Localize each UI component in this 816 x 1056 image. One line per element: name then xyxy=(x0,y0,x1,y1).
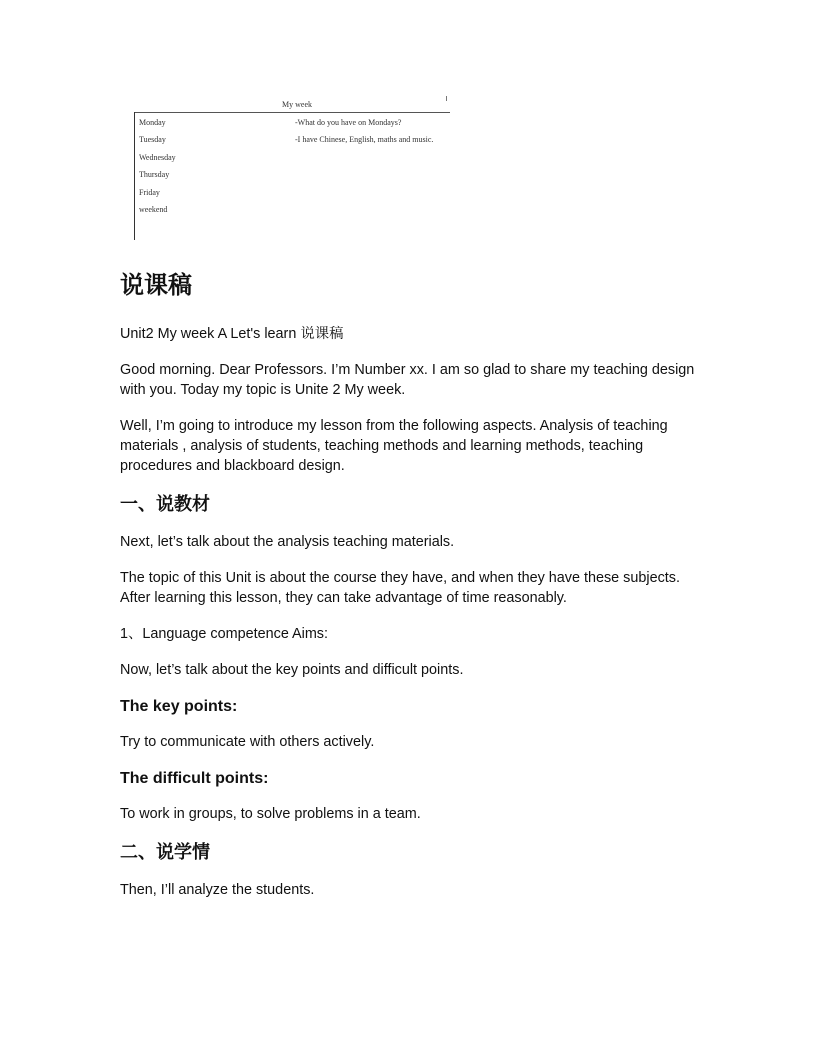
section-heading-materials: 一、说教材 xyxy=(120,494,210,515)
divider xyxy=(446,96,447,101)
day-label: Wednesday xyxy=(139,152,176,162)
blackboard-question: -What do you have on Mondays? xyxy=(295,118,402,127)
intro-paragraph: Good morning. Dear Professors. I’m Number xx. I am so glad to share my teaching design with you. Today my topic is Unite 2 My week. xyxy=(120,362,695,398)
aspects-paragraph: Well, I’m going to introduce my lesson from the following aspects. Analysis of teaching materials , analysis of students, teaching methods and learning methods, teaching procedures and blackboard design. xyxy=(120,418,668,474)
day-label: Tuesday xyxy=(139,135,166,145)
day-label: Friday xyxy=(139,187,160,197)
key-points-text: Try to communicate with others actively. xyxy=(120,734,375,750)
blackboard-days-list xyxy=(139,117,176,221)
difficult-points-text: To work in groups, to solve problems in a team. xyxy=(120,806,421,822)
divider xyxy=(134,112,135,240)
day-label: Monday xyxy=(139,118,166,127)
topic-paragraph: The topic of this Unit is about the course they have, and when they have these subjects. After learning this lesson, they can take advantage of time reasonably. xyxy=(120,570,680,606)
page-title: 说课稿 xyxy=(120,271,192,299)
difficult-points-heading: The difficult points: xyxy=(120,770,269,787)
key-difficult-intro-paragraph: Now, let’s talk about the key points and difficult points. xyxy=(120,662,464,678)
day-label: Thursday xyxy=(139,170,170,180)
blackboard-design xyxy=(134,95,452,241)
document-body xyxy=(120,268,710,916)
divider xyxy=(134,112,450,113)
aims-paragraph: 1、Language competence Aims: xyxy=(120,626,328,642)
blackboard-dialogue xyxy=(295,117,433,152)
section-heading-students: 二、说学情 xyxy=(120,842,210,863)
lesson-subtitle: Unit2 My week A Let's learn 说课稿 xyxy=(120,326,344,342)
blackboard-title: My week xyxy=(282,100,312,109)
students-paragraph: Then, I’ll analyze the students. xyxy=(120,882,315,898)
materials-intro-paragraph: Next, let’s talk about the analysis teaching materials. xyxy=(120,534,455,550)
key-points-heading: The key points: xyxy=(120,698,238,715)
blackboard-answer: -I have Chinese, English, maths and music. xyxy=(295,135,434,145)
day-label: weekend xyxy=(139,204,168,214)
